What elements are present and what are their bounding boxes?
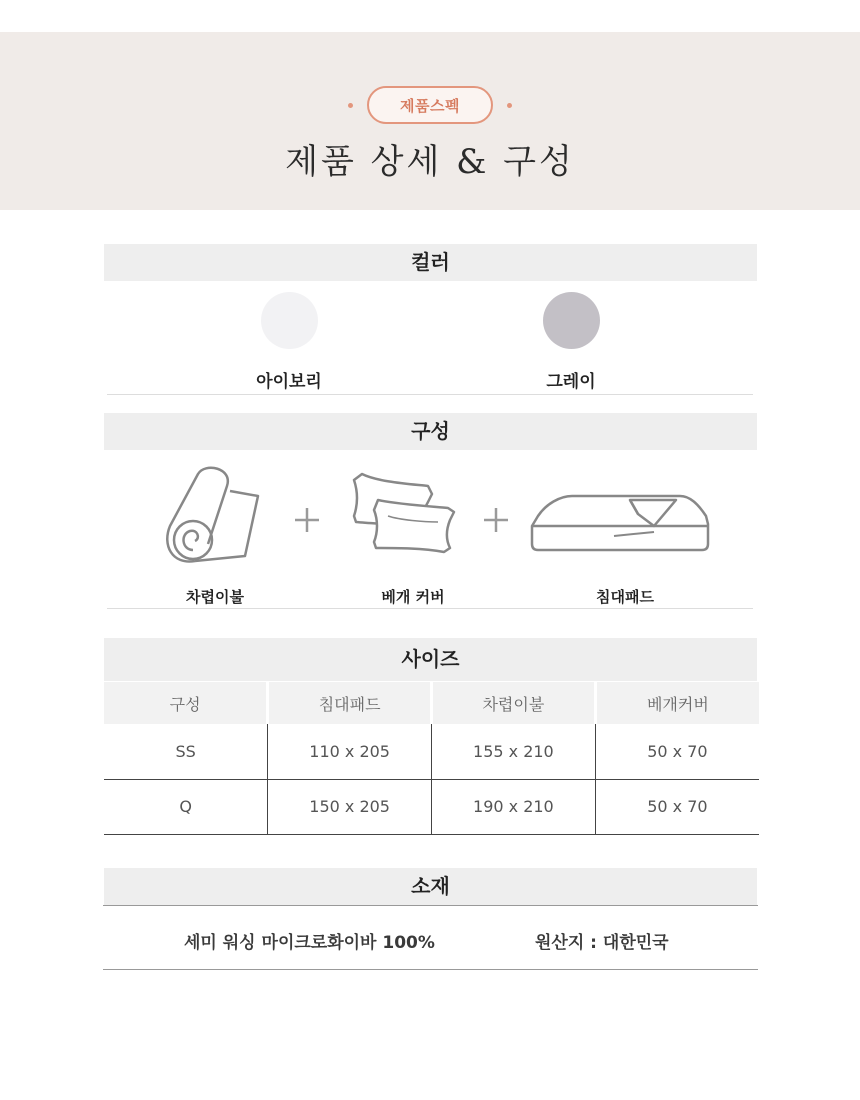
- size-col-header: 구성: [104, 682, 268, 724]
- spec-badge: 제품스펙: [367, 86, 493, 124]
- size-cell: SS: [104, 724, 268, 779]
- plus-icon: [481, 505, 511, 535]
- right-dot-icon: [507, 103, 512, 108]
- bed-pad-icon: [530, 488, 712, 554]
- left-dot-icon: [348, 103, 353, 108]
- ivory-label: 아이보리: [256, 372, 322, 392]
- page-title: 제품 상세 & 구성: [285, 142, 575, 182]
- size-cell: 50 x 70: [595, 724, 759, 779]
- size-cell: 50 x 70: [595, 779, 759, 834]
- table-row: [104, 779, 759, 834]
- composition-label-bed-pad: 침대패드: [596, 588, 654, 606]
- size-section-title: 사이즈: [104, 638, 757, 681]
- gray-label: 그레이: [546, 372, 596, 392]
- size-cell: 155 x 210: [432, 724, 596, 779]
- composition-section-title: 구성: [104, 413, 757, 450]
- composition-label-pillow-cover: 베개 커버: [381, 588, 445, 606]
- color-divider: [107, 394, 753, 395]
- size-col-header: 베개커버: [595, 682, 759, 724]
- size-table-header: [104, 682, 759, 724]
- size-cell: 190 x 210: [432, 779, 596, 834]
- country-of-origin: 원산지 : 대한민국: [535, 933, 669, 953]
- size-table: [104, 682, 759, 835]
- size-cell: Q: [104, 779, 268, 834]
- material-bottom-line: [103, 969, 758, 970]
- pillows-icon: [348, 468, 460, 554]
- material-section-title: 소재: [104, 868, 757, 905]
- material-top-line: [103, 905, 758, 906]
- material-composition: 세미 워싱 마이크로화이바 100%: [184, 933, 435, 953]
- size-cell: 110 x 205: [268, 724, 432, 779]
- composition-divider: [107, 608, 753, 609]
- size-cell: 150 x 205: [268, 779, 432, 834]
- composition-label-blanket: 차렵이불: [186, 588, 244, 606]
- ivory-swatch: [261, 292, 318, 349]
- rolled-blanket-icon: [160, 464, 266, 568]
- color-section-title: 컬러: [104, 244, 757, 281]
- size-col-header: 차렵이불: [432, 682, 596, 724]
- size-col-header: 침대패드: [268, 682, 432, 724]
- plus-icon: [292, 505, 322, 535]
- badge-row: [0, 86, 860, 124]
- table-row: [104, 724, 759, 779]
- gray-swatch: [543, 292, 600, 349]
